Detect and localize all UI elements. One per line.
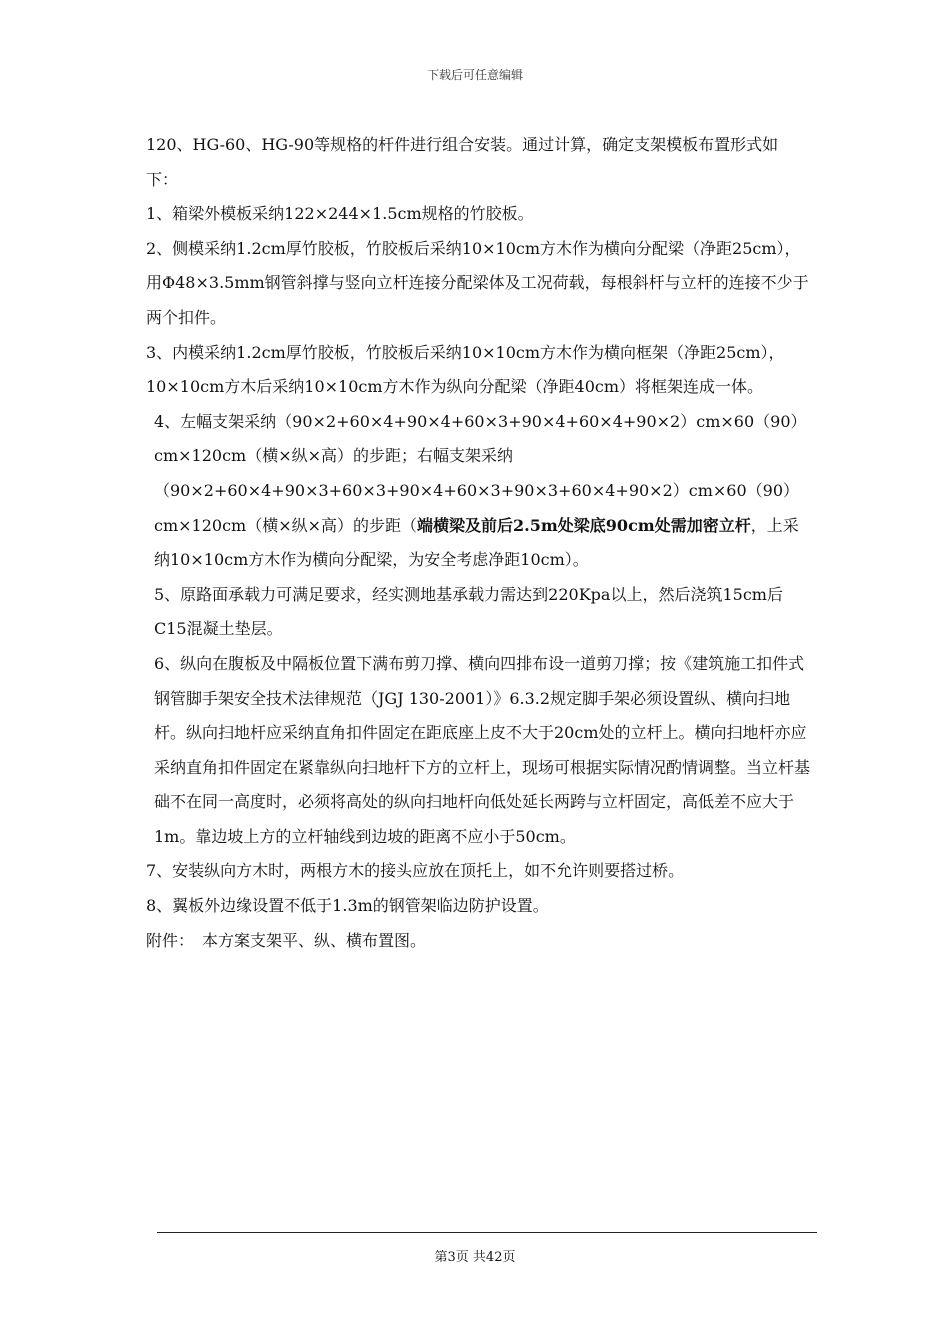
page-header: 下载后可任意编辑 [426, 68, 523, 82]
paragraph-item-8: 8、翼板外边缘设置不低于1.3m的钢管架临边防护设置。 [146, 896, 549, 916]
paragraph-item-4 [146, 405, 810, 578]
paragraph-item-4-bold: 端横梁及前后2.5m处梁底90cm处需加密立杆 [417, 515, 751, 535]
paragraph-item-2: 2、侧模采纳1.2cm厚竹胶板，竹胶板后采纳10×10cm方木作为横向分配梁（净距25cm），用Φ48×3.5mm钢管斜撑与竖向立杆连接分配梁体及工况荷载，每根斜杆与立杆的连接不少于两个扣件。 [146, 238, 809, 327]
paragraph-item-3: 3、内模采纳1.2cm厚竹胶板，竹胶板后采纳10×10cm方木作为横向框架（净距25cm），10×10cm方木后采纳10×10cm方木作为纵向分配梁（净距40cm）将框架连成一体。 [146, 342, 785, 397]
footer-divider [157, 1232, 817, 1233]
paragraph-item-4-tail: ，上采纳10×10cm方木作为横向分配梁，为安全考虑净距10cm）。 [154, 515, 799, 570]
page-footer: 第3页 共42页 [434, 1250, 516, 1265]
paragraph-attachment: 附件： 本方案支架平、纵、横布置图。 [146, 930, 427, 950]
paragraph-item-1: 1、箱梁外模板采纳122×244×1.5cm规格的竹胶板。 [146, 204, 534, 224]
paragraph-intro: 120、HG-60、HG-90等规格的杆件进行组合安装。通过计算，确定支架模板布置形式如下： [146, 135, 779, 189]
paragraph-item-5: 5、原路面承载力可满足要求，经实测地基承载力需达到220Kpa以上，然后浇筑15cm后C15混凝土垫层。 [154, 584, 783, 639]
paragraph-item-7: 7、安装纵向方木时，两根方木的接头应放在顶托上，如不允许则要搭过桥。 [146, 861, 685, 881]
document-body [146, 128, 810, 958]
paragraph-item-4-text: 4、左幅支架采纳（90×2+60×4+90×4+60×3+90×4+60×4+90×2）cm×60（90）cm×120cm（横×纵×高）的步距；右幅支架采纳（90×2+60×4+90×3+60×3+90×4+60×3+90×3+60×4+90×2）cm×60（90）cm×120cm（横×纵×高）的步距（ [154, 411, 807, 535]
paragraph-item-6: 6、纵向在腹板及中隔板位置下满布剪刀撑、横向四排布设一道剪刀撑；按《建筑施工扣件式钢管脚手架安全技术法律规范（JGJ 130-2001）》6.3.2规定脚手架必须设置纵、横向扫地杆。纵向扫地杆应采纳直角扣件固定在距底座上皮不大于20cm处的立杆上。横向扫地杆亦应采纳直角扣件固定在紧靠纵向扫地杆下方的立杆上，现场可根据实际情况酌情调整。当立杆基础不在同一高度时，必须将高处的纵向扫地杆向低处延长两跨与立杆固定，高低差不应大于1m。靠边坡上方的立杆轴线到边坡的距离不应小于50cm。 [154, 653, 811, 846]
